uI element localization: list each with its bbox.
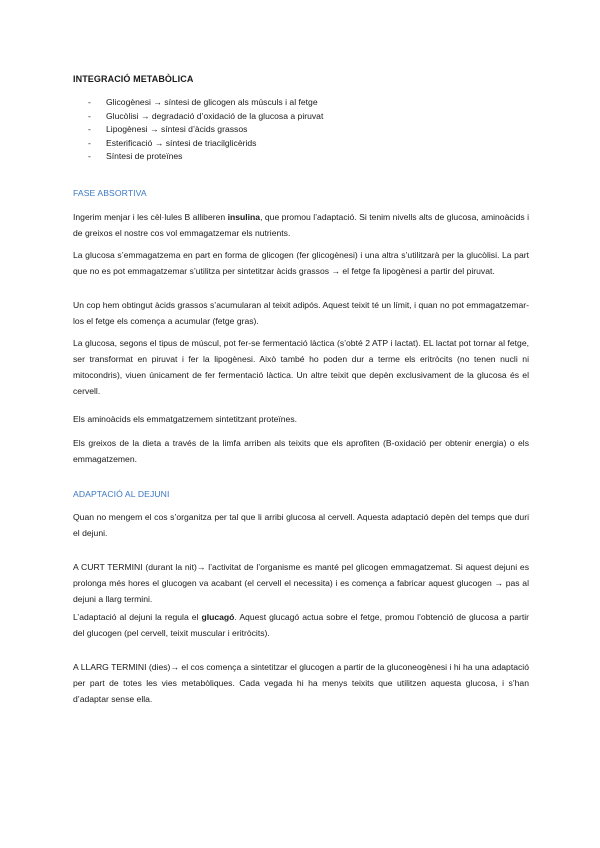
bullet-dash: - bbox=[88, 151, 91, 161]
list-item-text: Lipogènesi → síntesi d’àcids grassos bbox=[106, 124, 248, 134]
paragraph-text: , que promou l’adaptació. Si tenim nivells alts de glucosa, aminoàcids i de greixos el nostre cos vol emmagatzemar els nutrients. bbox=[73, 212, 529, 238]
paragraph-text: L’adaptació al dejuni la regula el bbox=[73, 612, 202, 622]
bold-term-insulina: insulina bbox=[227, 212, 261, 222]
paragraph-insulina bbox=[73, 209, 529, 241]
topic-list bbox=[88, 96, 323, 164]
document-title: INTEGRACIÓ METABÒLICA bbox=[73, 74, 194, 84]
section-heading-dejuni: ADAPTACIÓ AL DEJUNI bbox=[73, 489, 170, 499]
paragraph-llarg-termini: A LLARG TERMINI (dies)→ el cos comença a sintetitzar el glucogen a partir de la gluconeogènesi i hi ha una adaptació per part de totes les vies metabòliques. Cada vegada hi ha menys teixits que utilitzen aquesta glucosa, i s’han d’adaptar sense ella. bbox=[73, 662, 529, 704]
list-item-text: Glucòlisi → degradació d’oxidació de la glucosa a piruvat bbox=[106, 110, 324, 121]
paragraph-fermentacio: La glucosa, segons el tipus de múscul, pot fer-se fermentació làctica (s’obté 2 ATP i lactat). EL lactat pot tornar al fetge, ser transformat en piruvat i fer la lipogènesi. Això també ho poden dur a terme els eritròcits (no tenen nucli ni mitocondris), viuen únicament de fer fermentació làctica. Un altre teixit que depèn exclusivament de la glucosa és el cervell. bbox=[73, 338, 529, 396]
bullet-dash: - bbox=[88, 124, 91, 134]
paragraph-text: . Aquest glucagó actua sobre el fetge, promou l’obtenció de glucosa a partir del glucogen (pel cervell, teixit muscular i eritròcits). bbox=[73, 612, 530, 638]
paragraph-dejuni-intro: Quan no mengem el cos s’organitza per tal que li arribi glucosa al cervell. Aquesta adaptació depèn del temps que duri el dejuni. bbox=[73, 512, 529, 538]
bold-term-glucago: glucagó bbox=[201, 612, 235, 622]
paragraph-aminoacids: Els aminoàcids els emmatgatzemem sintetitzant proteïnes. bbox=[73, 414, 298, 424]
list-item bbox=[88, 150, 323, 164]
list-item-text: Esterificació → síntesi de triacilglicèrids bbox=[106, 137, 257, 148]
list-item-text: Glicogènesi → síntesi de glicogen als músculs i al fetge bbox=[106, 97, 318, 107]
paragraph-glucago bbox=[73, 609, 529, 641]
list-item-text: Síntesi de proteïnes bbox=[106, 151, 183, 161]
list-item bbox=[88, 137, 323, 151]
list-item bbox=[88, 96, 323, 110]
list-item bbox=[88, 123, 323, 137]
paragraph-curt-termini: A CURT TERMINI (durant la nit)→ l’activitat de l’organisme es manté pel glicogen emmagatzemat. Si aquest dejuni es prolonga més hores el glucogen va acabant (el cervell el necessita) i es comença a fabricar aquest glucogen → pas al dejuni a llarg termini. bbox=[73, 562, 529, 604]
paragraph-greixos: Els greixos de la dieta a través de la limfa arriben als teixits que els aprofiten (B-oxidació per obtenir energia) o els emmagatzemen. bbox=[73, 438, 529, 464]
paragraph-glucosa-storage: La glucosa s’emmagatzema en part en forma de glicogen (fer glicogènesi) i una altra s’utilitzarà per la glucòlisi. La part que no es pot emmagatzemar s’utilitza per sintetitzar àcids grassos → el fetge fa lipogènesi a partir del piruvat. bbox=[73, 250, 529, 276]
paragraph-acids-grassos: Un cop hem obtingut àcids grassos s’acumularan al teixit adipós. Aquest teixit té un límit, i quan no pot emmagatzemar-los el fetge els comença a acumular (fetge gras). bbox=[73, 300, 529, 326]
bullet-dash: - bbox=[88, 97, 91, 107]
list-item bbox=[88, 110, 323, 124]
bullet-dash: - bbox=[88, 137, 91, 148]
paragraph-text: Ingerim menjar i les cèl·lules B alliberen bbox=[73, 212, 228, 222]
section-heading-absortiva: FASE ABSORTIVA bbox=[73, 188, 147, 198]
bullet-dash: - bbox=[88, 110, 91, 121]
